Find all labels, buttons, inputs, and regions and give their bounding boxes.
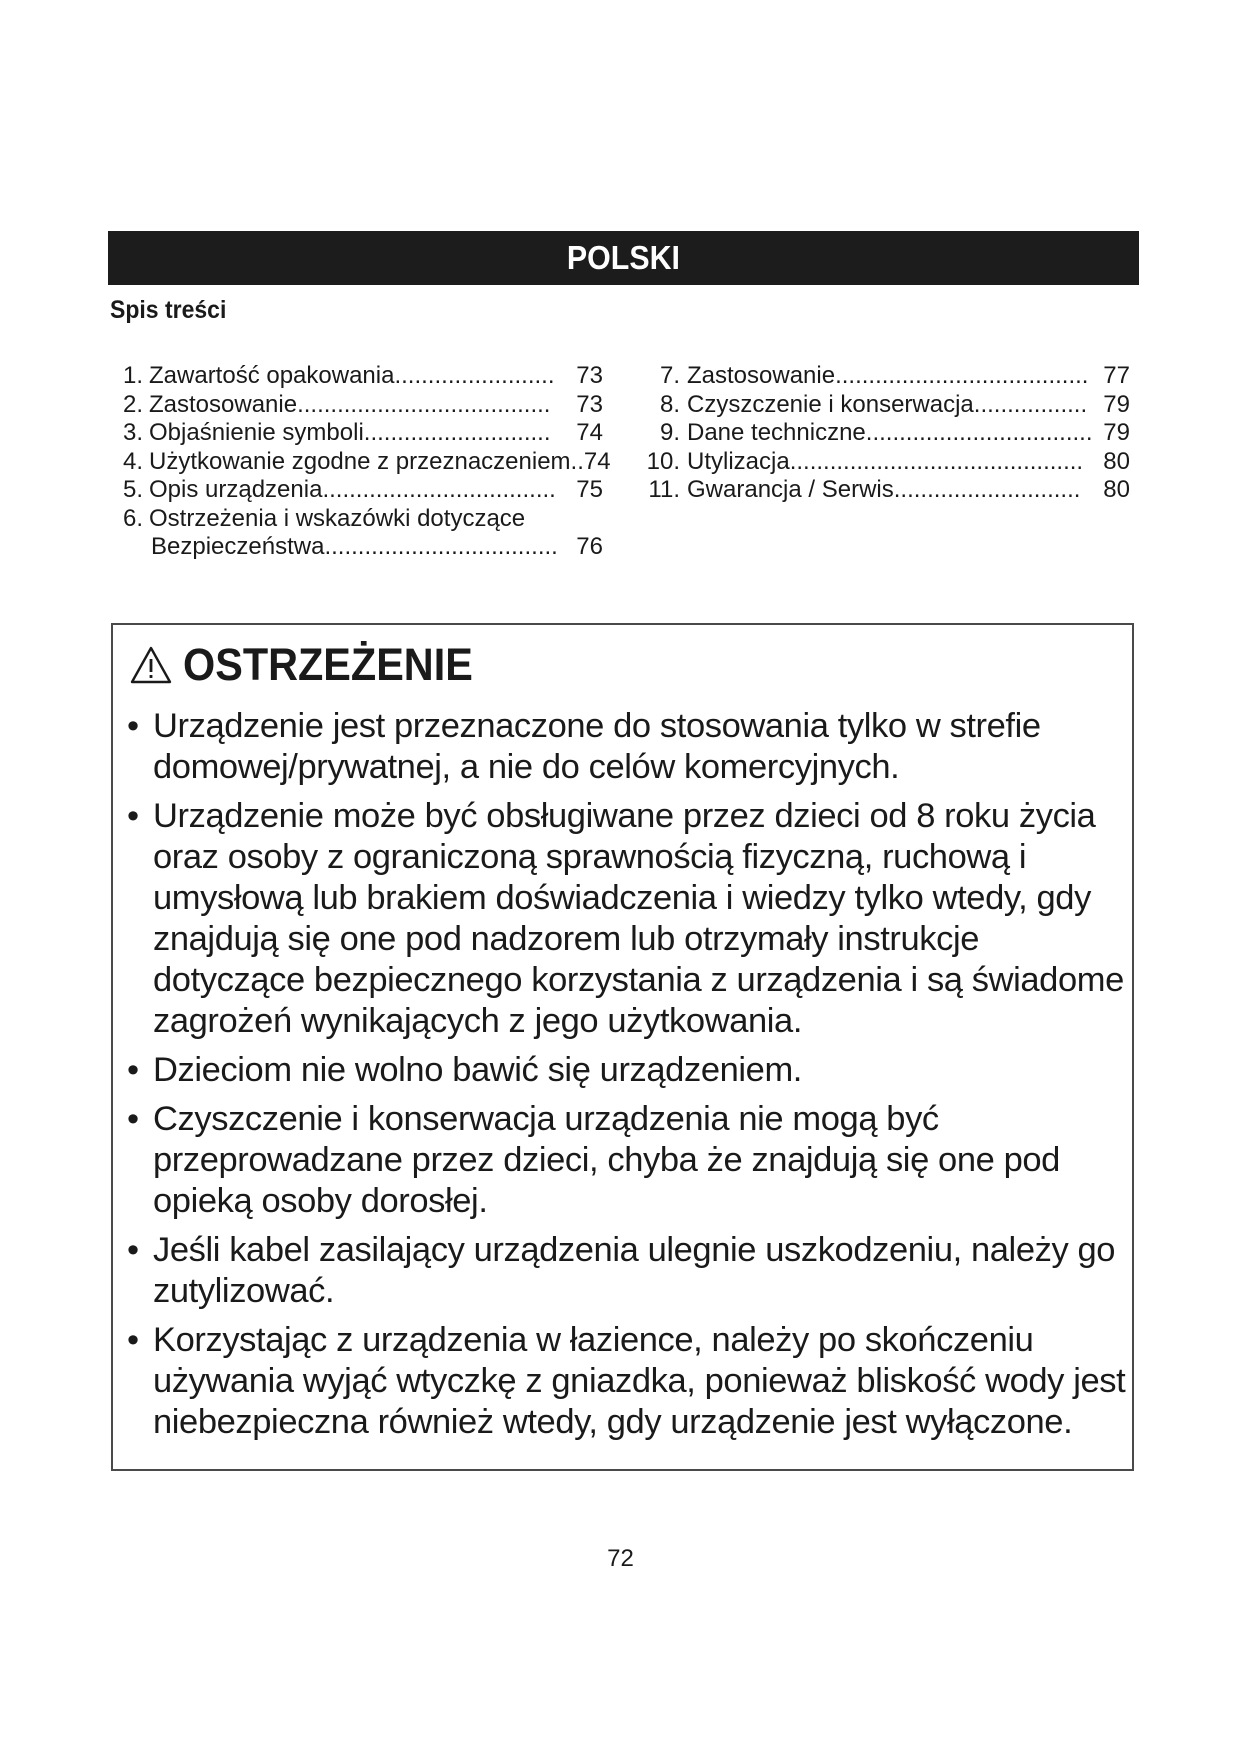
toc-entry-page: 79	[1103, 419, 1130, 446]
toc-entry-page: 74	[583, 447, 611, 475]
toc-entry-page: 80	[1103, 476, 1130, 503]
toc-entry-page: 75	[576, 476, 603, 503]
bullet-icon: •	[127, 1231, 139, 1269]
warning-heading	[129, 639, 498, 691]
toc-entry-label: Zawartość opakowania	[149, 362, 395, 389]
warning-box	[111, 623, 1134, 1471]
page-number: 72	[607, 1545, 634, 1572]
toc-entry[interactable]	[123, 476, 603, 505]
toc-heading: Spis treści	[110, 296, 227, 324]
toc-entry-label: Utylizacja	[687, 447, 790, 475]
warning-item-text: Dzieciom nie wolno bawić się urządzeniem.	[153, 1051, 802, 1089]
toc-entry-dots: ............................	[363, 419, 551, 446]
warning-triangle-icon	[129, 645, 173, 685]
toc-entry[interactable]	[640, 476, 1130, 505]
toc-entry-number: 7.	[659, 362, 680, 389]
toc-entry-page: 73	[576, 362, 603, 389]
toc-entry[interactable]	[123, 391, 603, 420]
toc-entry-label: Zastosowanie	[149, 390, 298, 418]
toc-entry-number: 1.	[123, 362, 144, 389]
toc-entry-number: 5.	[123, 476, 144, 503]
toc-entry-continuation[interactable]	[123, 533, 603, 562]
toc-entry-number: 9.	[659, 419, 680, 446]
toc-entry-page: 73	[576, 390, 603, 418]
warning-item-text: Czyszczenie i konserwacja urządzenia nie mogą być przeprowadzane przez dzieci, chyba że znajdują się one pod opieką osoby dorosłej.	[153, 1100, 1060, 1220]
toc-entry-dots: ...................................	[322, 476, 556, 503]
toc-entry-label: Objaśnienie symboli	[149, 419, 364, 446]
toc-entry[interactable]	[640, 419, 1130, 448]
warning-item	[127, 1320, 1127, 1443]
toc-entry-dots: ............................................	[789, 447, 1084, 475]
toc-entry-label: Gwarancja / Serwis	[687, 476, 894, 503]
toc-entry-number: 6.	[123, 504, 144, 532]
toc-entry[interactable]	[123, 505, 603, 534]
toc-entry-page: 76	[576, 533, 603, 560]
warning-item-text: Urządzenie może być obsługiwane przez dzieci od 8 roku życia oraz osoby z ograniczoną sprawnością fizyczną, ruchową i umysłową lub brakiem doświadczenia i wiedzy tylko wtedy, gdy znajdują się one pod nadzorem lub otrzymały instrukcje dotyczące bezpiecznego korzystania z urządzenia i są świadome zagrożeń wynikających z jego użytkowania.	[153, 797, 1124, 1040]
toc-entry-page: 77	[1103, 362, 1130, 389]
warning-title: OSTRZEŻENIE	[183, 639, 473, 690]
language-title: POLSKI	[566, 239, 681, 276]
warning-item-text: Urządzenie jest przeznaczone do stosowania tylko w strefie domowej/prywatnej, a nie do celów komercyjnych.	[153, 707, 1041, 786]
toc-entry-number: 2.	[123, 390, 144, 418]
warning-item	[127, 1050, 1127, 1091]
warning-item	[127, 1099, 1127, 1222]
bullet-icon: •	[127, 1321, 139, 1359]
toc-entry-number: 3.	[123, 419, 144, 446]
toc-entry-number: 11.	[648, 476, 680, 503]
toc-entry-dots: ..................................	[865, 419, 1093, 446]
toc-entry-label: Ostrzeżenia i wskazówki dotyczące	[149, 504, 526, 532]
warning-item-text: Korzystając z urządzenia w łazience, należy po skończeniu używania wyjąć wtyczkę z gniazdka, ponieważ bliskość wody jest niebezpieczna również wtedy, gdy urządzenie jest wyłączone.	[153, 1321, 1126, 1441]
toc-entry-label: Czyszczenie i konserwacja	[687, 390, 974, 418]
warning-item-text: Jeśli kabel zasilający urządzenia ulegnie uszkodzeniu, należy go zutylizować.	[153, 1231, 1116, 1310]
toc-entry[interactable]	[640, 362, 1130, 391]
toc-entry-number: 8.	[659, 390, 680, 418]
bullet-icon: •	[127, 1051, 139, 1089]
toc-entry-page: 80	[1103, 447, 1130, 475]
toc-entry-dots: .	[577, 447, 584, 475]
toc-entry-label: Opis urządzenia	[149, 476, 323, 503]
toc-entry-label: Użytkowanie zgodne z przeznaczeniem.	[149, 447, 578, 475]
toc-left-column	[123, 362, 611, 562]
toc-right-column	[640, 362, 1130, 505]
toc-entry-dots: ......................................	[835, 362, 1089, 389]
toc-entry-page: 74	[576, 419, 603, 446]
toc-entry-dots: ...................................	[324, 533, 558, 560]
toc-entry[interactable]	[123, 362, 603, 391]
warning-item	[127, 1230, 1127, 1312]
toc-entry-label: Zastosowanie	[687, 362, 836, 389]
toc-entry[interactable]	[123, 447, 611, 477]
warning-item	[127, 796, 1127, 1042]
bullet-icon: •	[127, 707, 139, 745]
warning-item	[127, 706, 1127, 788]
toc-entry-label: Bezpieczeństwa	[151, 533, 325, 560]
bullet-icon: •	[127, 797, 139, 835]
toc-entry-dots: ......................................	[297, 390, 551, 418]
toc-entry[interactable]	[123, 419, 603, 448]
warning-list	[127, 706, 1127, 1451]
toc-entry-dots: ............................	[893, 476, 1081, 503]
toc-entry-label: Dane techniczne	[687, 419, 866, 446]
toc-entry-dots: ........................	[394, 362, 555, 389]
toc-entry[interactable]	[640, 448, 1130, 477]
bullet-icon: •	[127, 1100, 139, 1138]
toc-entry-number: 4.	[123, 447, 144, 475]
language-header-bar	[108, 231, 1139, 285]
toc-entry[interactable]	[640, 391, 1130, 420]
toc-entry-page: 79	[1103, 390, 1130, 418]
toc-entry-dots: .................	[973, 390, 1088, 418]
toc-entry-number: 10.	[646, 447, 680, 475]
